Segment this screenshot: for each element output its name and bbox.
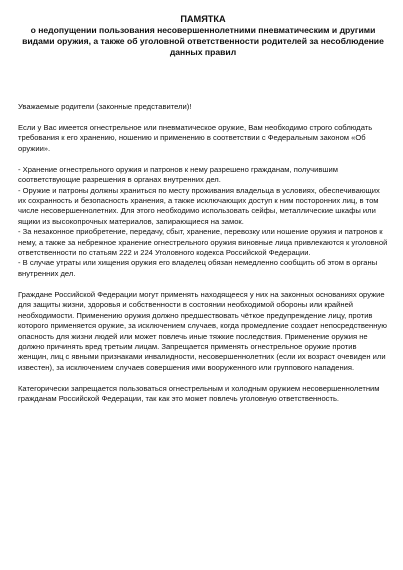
document-page: [18, 14, 388, 415]
greeting-paragraph: Уважаемые родители (законные представители)!: [18, 102, 192, 111]
document-body: [18, 102, 388, 405]
rule-item-2: - Оружие и патроны должны храниться по месту проживания владельца в условиях, обеспечивающих их сохранность и безопасность хранения, а также исключающих доступ к ним посторонних лиц, в том числе несовершеннолетних. Для этого необходимо использовать сейфы, металлические шкафы или ящики из высокопрочных материалов, запирающиеся на замок.: [18, 185, 380, 226]
intro-paragraph: Если у Вас имеется огнестрельное или пневматическое оружие, Вам необходимо строго соблюдать требования к его хранению, ношению и применению в соответствии с Федеральным законом «Об оружии».: [18, 123, 373, 153]
self-defense-paragraph: Граждане Российской Федерации могут применять находящееся у них на законных основаниях оружие для защиты жизни, здоровья и собственности в состоянии необходимой обороны или крайней необходимости. Применению оружия должно предшествовать чёткое предупреждение лицу, против которого применяется оружие, за исключением случаев, когда промедление создает непосредственную опасность для жизни людей или может повлечь иные тяжкие последствия. Применение оружия не должно причинять вред третьим лицам. Запрещается применять огнестрельное оружие против женщин, лиц с явными признаками инвалидности, несовершеннолетних (если их возраст очевиден или известен), за исключением случаев совершения ими вооруженного или группового нападения.: [18, 289, 387, 372]
prohibition-paragraph: Категорически запрещается пользоваться огнестрельным и холодным оружием несовершеннолетним гражданам Российской Федерации, так как это может повлечь уголовную ответственность.: [18, 383, 380, 404]
rule-item-3: - За незаконное приобретение, передачу, сбыт, хранение, перевозку или ношение оружия и патронов к нему, а также за небрежное хранение огнестрельного оружия виновные лица привлекаются к уголовной ответственности по статьям 222 и 224 Уголовного кодекса Российской Федерации.: [18, 227, 388, 258]
rule-item-4: - В случае утраты или хищения оружия его владелец обязан немедленно сообщить об этом в органы внутренних дел.: [18, 258, 378, 278]
document-header: [18, 14, 388, 58]
document-subtitle: о недопущении пользования несовершеннолетними пневматическим и другими видами оружия, а также об уголовной ответственности родителей за несоблюдение данных правил: [22, 25, 384, 57]
rule-item-1: - Хранение огнестрельного оружия и патронов к нему разрешено гражданам, получившим соответствующие разрешения в органах внутренних дел.: [18, 164, 338, 185]
rules-list: [18, 165, 388, 279]
document-title: ПАМЯТКА: [180, 14, 226, 24]
